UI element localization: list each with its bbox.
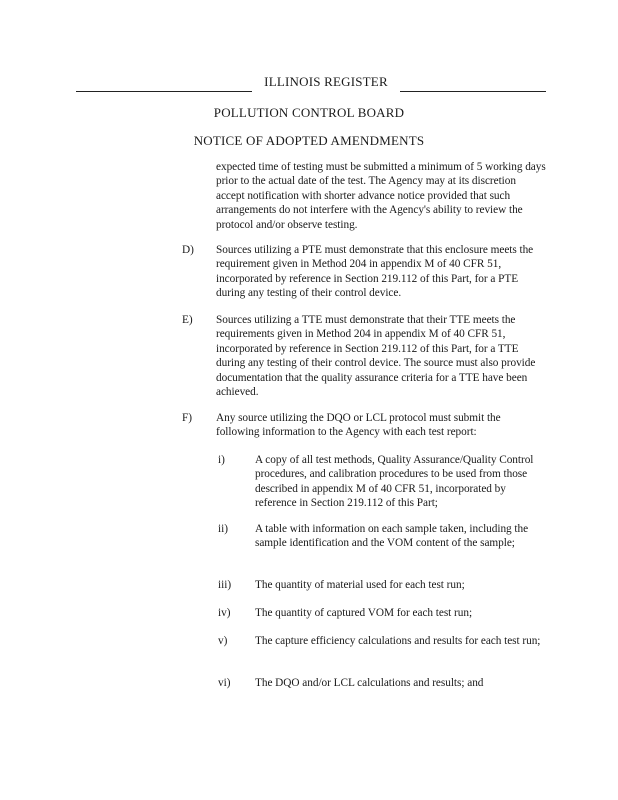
subitem-text: The quantity of material used for each test run;: [255, 579, 465, 591]
register-title: ILLINOIS REGISTER: [264, 74, 388, 89]
item-label: F): [182, 412, 193, 424]
header-rule-right: [400, 91, 546, 92]
item-text: Any source utilizing the DQO or LCL protocol must submit the following information to the Agency with each test report:: [216, 412, 501, 439]
subitem-text: The quantity of captured VOM for each test run;: [255, 607, 473, 619]
item-label: D): [182, 244, 194, 256]
item-text: Sources utilizing a TTE must demonstrate that their TTE meets the requirements given in Method 204 in appendix M of 40 CFR 51, incorporated by reference in Section 219.112 of this Part, for a TTE during any testing of their control device. The source must also provide documentation that the quality assurance criteria for a TTE have been achieved.: [216, 314, 536, 399]
agency-name: POLLUTION CONTROL BOARD: [213, 105, 405, 120]
continuation-paragraph: expected time of testing must be submitted a minimum of 5 working days prior to the actual date of the test. The Agency may at its discretion accept notification with shorter advance notice provided that such arrangements do not interfere with the Agency's ability to review the protocol and/or observe testing.: [216, 161, 546, 231]
notice-title: NOTICE OF ADOPTED AMENDMENTS: [193, 133, 425, 148]
header-rule-left: [76, 91, 252, 92]
item-label: E): [182, 314, 193, 326]
subitem-text: A table with information on each sample taken, including the sample identification and the VOM content of the sample;: [255, 523, 529, 550]
subitem-label: v): [218, 635, 228, 647]
subitem-label: ii): [218, 523, 229, 535]
subitem-text: A copy of all test methods, Quality Assurance/Quality Control procedures, and calibration procedures to be used from those described in appendix M of 40 CFR 51, incorporated by reference in Section 219.112 of this Part;: [255, 454, 534, 510]
subitem-label: iii): [218, 579, 232, 591]
item-text: Sources utilizing a PTE must demonstrate that this enclosure meets the requirement given in Method 204 in appendix M of 40 CFR 51, incorporated by reference in Section 219.112 of this Part, for a PTE during any testing of their control device.: [216, 244, 534, 300]
subitem-text: The DQO and/or LCL calculations and results; and: [255, 677, 484, 689]
subitem-label: i): [218, 454, 225, 466]
subitem-label: iv): [218, 607, 231, 619]
subitem-label: vi): [218, 677, 231, 689]
subitem-text: The capture efficiency calculations and results for each test run;: [255, 635, 541, 647]
